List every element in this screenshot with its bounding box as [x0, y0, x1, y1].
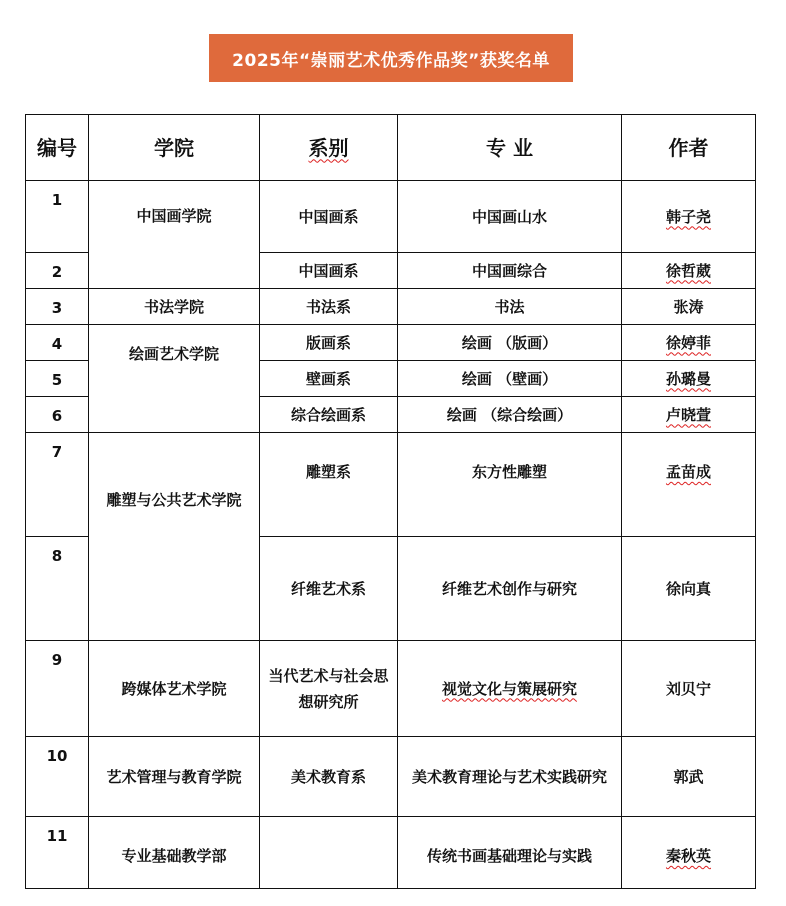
table-row	[26, 641, 756, 737]
row-author: 孟苗成	[622, 433, 756, 537]
row-college: 绘画艺术学院	[89, 325, 260, 433]
row-major: 中国画综合	[398, 253, 622, 289]
row-major: 中国画山水	[398, 181, 622, 253]
row-department: 美术教育系	[260, 737, 398, 817]
row-department: 中国画系	[260, 253, 398, 289]
row-department: 纤维艺术系	[260, 537, 398, 641]
row-no: 9	[26, 641, 89, 737]
row-major: 美术教育理论与艺术实践研究	[398, 737, 622, 817]
header-college: 学院	[89, 115, 260, 181]
row-author: 孙璐曼	[622, 361, 756, 397]
row-no: 7	[26, 433, 89, 537]
row-author: 韩子尧	[622, 181, 756, 253]
header-no: 编号	[26, 115, 89, 181]
row-author: 秦秋英	[622, 817, 756, 889]
row-major: 绘画 （壁画）	[398, 361, 622, 397]
header-major: 专 业	[398, 115, 622, 181]
row-college: 雕塑与公共艺术学院	[89, 433, 260, 641]
row-department: 书法系	[260, 289, 398, 325]
award-table	[25, 114, 756, 889]
table-row	[26, 289, 756, 325]
row-college: 艺术管理与教育学院	[89, 737, 260, 817]
row-no: 10	[26, 737, 89, 817]
row-no: 1	[26, 181, 89, 253]
table-row	[26, 325, 756, 361]
row-college: 中国画学院	[89, 181, 260, 289]
row-major: 绘画 （版画）	[398, 325, 622, 361]
row-no: 8	[26, 537, 89, 641]
row-department: 中国画系	[260, 181, 398, 253]
table-row	[26, 737, 756, 817]
row-no: 4	[26, 325, 89, 361]
row-no: 11	[26, 817, 89, 889]
table-header-row	[26, 115, 756, 181]
table-row	[26, 817, 756, 889]
table-row	[26, 433, 756, 537]
row-major: 书法	[398, 289, 622, 325]
row-department: 雕塑系	[260, 433, 398, 537]
row-college: 书法学院	[89, 289, 260, 325]
row-department: 综合绘画系	[260, 397, 398, 433]
row-college: 专业基础教学部	[89, 817, 260, 889]
row-department: 壁画系	[260, 361, 398, 397]
row-major: 东方性雕塑	[398, 433, 622, 537]
row-college: 跨媒体艺术学院	[89, 641, 260, 737]
row-major: 绘画 （综合绘画）	[398, 397, 622, 433]
title-banner	[209, 34, 573, 82]
row-major: 纤维艺术创作与研究	[398, 537, 622, 641]
row-author: 徐哲葳	[622, 253, 756, 289]
row-no: 6	[26, 397, 89, 433]
row-author: 卢晓萱	[622, 397, 756, 433]
row-major: 视觉文化与策展研究	[398, 641, 622, 737]
page-title: 2025年“崇丽艺术优秀作品奖”获奖名单	[232, 50, 550, 71]
row-major: 传统书画基础理论与实践	[398, 817, 622, 889]
row-author: 刘贝宁	[622, 641, 756, 737]
row-department: 当代艺术与社会思想研究所	[260, 641, 398, 737]
row-no: 5	[26, 361, 89, 397]
row-author: 张涛	[622, 289, 756, 325]
row-author: 郭武	[622, 737, 756, 817]
row-department	[260, 817, 398, 889]
row-author: 徐婷菲	[622, 325, 756, 361]
header-department: 系别	[260, 115, 398, 181]
header-author: 作者	[622, 115, 756, 181]
row-no: 3	[26, 289, 89, 325]
row-author: 徐向真	[622, 537, 756, 641]
row-department: 版画系	[260, 325, 398, 361]
table-row	[26, 181, 756, 253]
row-no: 2	[26, 253, 89, 289]
